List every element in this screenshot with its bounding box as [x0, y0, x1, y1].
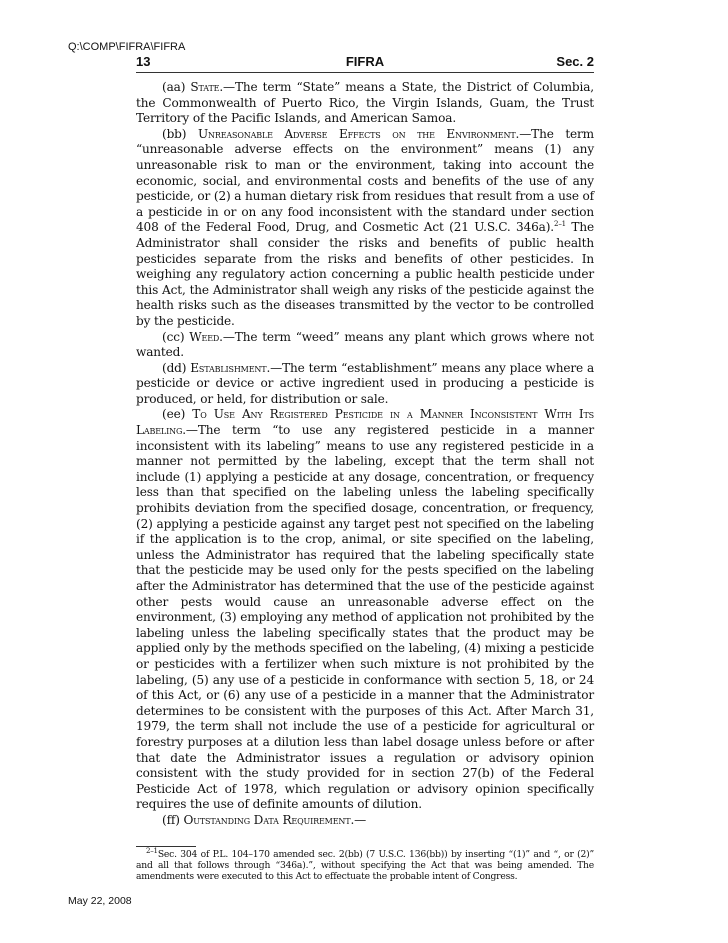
page-number: 13: [136, 54, 151, 69]
paragraph-dd: (dd) Establishment.—The term “establishment” means any place where a pesticide or device or active ingredient used in producing a pesticide is produced, or held, for distribution or sale.: [136, 360, 594, 406]
footnote: [136, 846, 594, 883]
file-path: Q:\COMP\FIFRA\FIFRA: [68, 41, 186, 53]
footnote-divider: [136, 846, 196, 847]
term-heading: Unreasonable Adverse Effects on the Environment: [197, 126, 516, 141]
footnote-reference: 2–1: [554, 220, 566, 229]
paragraph-bb: (bb) Unreasonable Adverse Effects on the Environment.—The term “unreasonable adverse effects on the environment” means (1) any unreasonable risk to man or the environment, taking into account the economic, social, and environmental costs and benefits of the use of any pesticide, or (2) a human dietary risk from residues that result from a use of a pesticide in or on any food inconsistent with the standard under section 408 of the Federal Food, Drug, and Cosmetic Act (21 U.S.C. 346a).$^{2-1}$ The Administrator shall consider the risks and benefits of public health pesticides separate from the risks and benefits of other pesticides. In weighing any regulatory action concerning a public health pesticide under this Act, the Administrator shall weigh any risks of the pesticide against the health risks such as the diseases transmitted by the vector to be controlled by the pesticide.: [136, 126, 594, 328]
term-heading: To Use Any Registered Pesticide in a Manner Inconsistent With Its Labeling: [136, 407, 594, 438]
print-date: May 22, 2008: [68, 895, 132, 907]
paragraph-cc: (cc) Weed.—The term “weed” means any plant which grows where not wanted.: [136, 329, 594, 360]
term-heading: State: [190, 80, 220, 94]
paragraph-aa: (aa) State.—The term “State” means a State, the District of Columbia, the Commonwealth of Puerto Rico, the Virgin Islands, Guam, the Trust Territory of the Pacific Islands, and American Samoa.: [136, 80, 594, 126]
footnote-mark: 2–1: [146, 846, 158, 855]
document-body: [136, 80, 594, 829]
term-heading: Weed: [189, 329, 220, 344]
paragraph-ff: (ff) Outstanding Data Requirement.—: [162, 812, 367, 827]
footnote-text: Sec. 304 of P.L. 104–170 amended sec. 2(bb) (7 U.S.C. 136(bb)) by inserting “(1)” and “, or (2)” and all that follows through “346a).”, without specifying the Act that was being amended. The amendments were executed to this Act to effectuate the probable intent of Congress.: [136, 849, 594, 883]
section-number: Sec. 2: [556, 54, 594, 69]
paragraph-ee: (ee) To Use Any Registered Pesticide in a Manner Inconsistent With Its Labeling.—The term “to use any registered pesticide in a manner inconsistent with its labeling” means to use any registered pesticide in a manner not permitted by the labeling, except that the term shall not include (1) applying a pesticide at any dosage, concentration, or frequency less than that specified on the labeling unless the labeling specifically prohibits deviation from the specified dosage, concentration, or frequency, (2) applying a pesticide against any target pest not specified on the labeling if the application is to the crop, animal, or site specified on the labeling, unless the Administrator has required that the labeling specifically state that the pesticide may be used only for the pests specified on the labeling after the Administrator has determined that the use of the pesticide against other pests would cause an unreasonable adverse effect on the environment, (3) employing any method of application not prohibited by the labeling unless the labeling specifically states that the product may be applied only by the methods specified on the labeling, (4) mixing a pesticide or pesticides with a fertilizer when such mixture is not prohibited by the labeling, (5) any use of a pesticide in conformance with section 5, 18, or 24 of this Act, or (6) any use of a pesticide in a manner that the Administrator determines to be consistent with the purposes of this Act. After March 31, 1979, the term shall not include the use of a pesticide for agricultural or forestry purposes at a dilution less than label dosage unless before or after that date the Administrator issues a regulation or advisory opinion consistent with the study provided for in section 27(b) of the Federal Pesticide Act of 1978, which regulation or advisory opinion specifically requires the use of definite amounts of dilution.: [136, 407, 594, 812]
term-heading: Establishment: [190, 360, 267, 375]
running-header: [136, 54, 594, 73]
header-title: FIFRA: [345, 54, 385, 69]
term-heading: Outstanding Data Requirement: [183, 812, 351, 827]
